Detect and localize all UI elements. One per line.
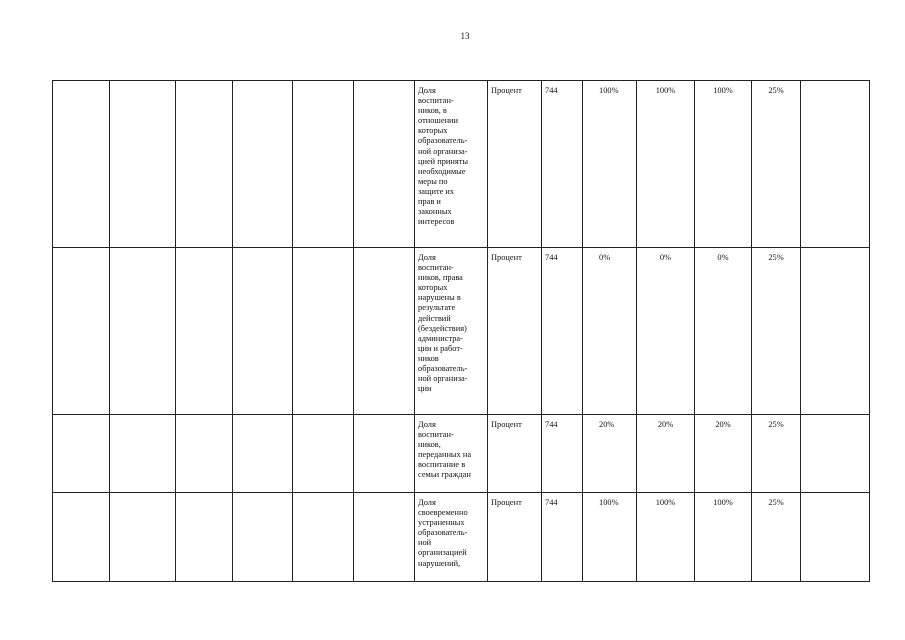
- okei-code: 744: [542, 248, 583, 415]
- empty-cell: [801, 248, 870, 415]
- empty-cell: [233, 493, 293, 582]
- value-year-2: 100%: [637, 81, 695, 248]
- empty-cell: [176, 248, 233, 415]
- empty-cell: [801, 493, 870, 582]
- empty-cell: [293, 248, 354, 415]
- value-year-2: 20%: [637, 415, 695, 493]
- empty-cell: [354, 415, 415, 493]
- empty-cell: [53, 81, 110, 248]
- empty-cell: [53, 248, 110, 415]
- value-year-2: 0%: [637, 248, 695, 415]
- okei-code: 744: [542, 415, 583, 493]
- empty-cell: [293, 81, 354, 248]
- value-year-1: 100%: [583, 493, 637, 582]
- table-row: [53, 493, 870, 582]
- value-year-3: 20%: [695, 415, 752, 493]
- okei-code: 744: [542, 493, 583, 582]
- empty-cell: [354, 81, 415, 248]
- value-year-1: 0%: [583, 248, 637, 415]
- empty-cell: [176, 415, 233, 493]
- empty-cell: [53, 415, 110, 493]
- empty-cell: [53, 493, 110, 582]
- empty-cell: [110, 81, 176, 248]
- table-row: [53, 248, 870, 415]
- empty-cell: [233, 415, 293, 493]
- table-row: [53, 415, 870, 493]
- empty-cell: [293, 493, 354, 582]
- empty-cell: [801, 415, 870, 493]
- unit-of-measure: Процент: [488, 248, 542, 415]
- empty-cell: [354, 493, 415, 582]
- okei-code: 744: [542, 81, 583, 248]
- unit-of-measure: Процент: [488, 415, 542, 493]
- empty-cell: [233, 248, 293, 415]
- unit-of-measure: Процент: [488, 81, 542, 248]
- empty-cell: [110, 248, 176, 415]
- empty-cell: [176, 81, 233, 248]
- value-year-3: 100%: [695, 81, 752, 248]
- value-year-3: 0%: [695, 248, 752, 415]
- quality-indicators-table: [52, 80, 870, 582]
- table-row: [53, 81, 870, 248]
- indicator-name: Доля своевременно устраненных образователь- ной организацией нарушений,: [415, 493, 488, 582]
- allowed-deviation: 25%: [752, 415, 801, 493]
- empty-cell: [293, 415, 354, 493]
- allowed-deviation: 25%: [752, 248, 801, 415]
- indicator-name: Доля воспитан- ников, переданных на воспитание в семьи граждан: [415, 415, 488, 493]
- allowed-deviation: 25%: [752, 493, 801, 582]
- empty-cell: [233, 81, 293, 248]
- empty-cell: [110, 415, 176, 493]
- empty-cell: [801, 81, 870, 248]
- empty-cell: [354, 248, 415, 415]
- value-year-1: 20%: [583, 415, 637, 493]
- indicator-name: Доля воспитан- ников, в отношении которых образователь- ной организа- цией приняты необходимые меры по защите их прав и законных интересов: [415, 81, 488, 248]
- value-year-2: 100%: [637, 493, 695, 582]
- value-year-3: 100%: [695, 493, 752, 582]
- page-number: 13: [460, 31, 470, 41]
- allowed-deviation: 25%: [752, 81, 801, 248]
- unit-of-measure: Процент: [488, 493, 542, 582]
- empty-cell: [176, 493, 233, 582]
- indicator-name: Доля воспитан- ников, права которых нарушены в результате действий (бездействия) администра- ции и работ- ников образователь- ной организа- ции: [415, 248, 488, 415]
- value-year-1: 100%: [583, 81, 637, 248]
- empty-cell: [110, 493, 176, 582]
